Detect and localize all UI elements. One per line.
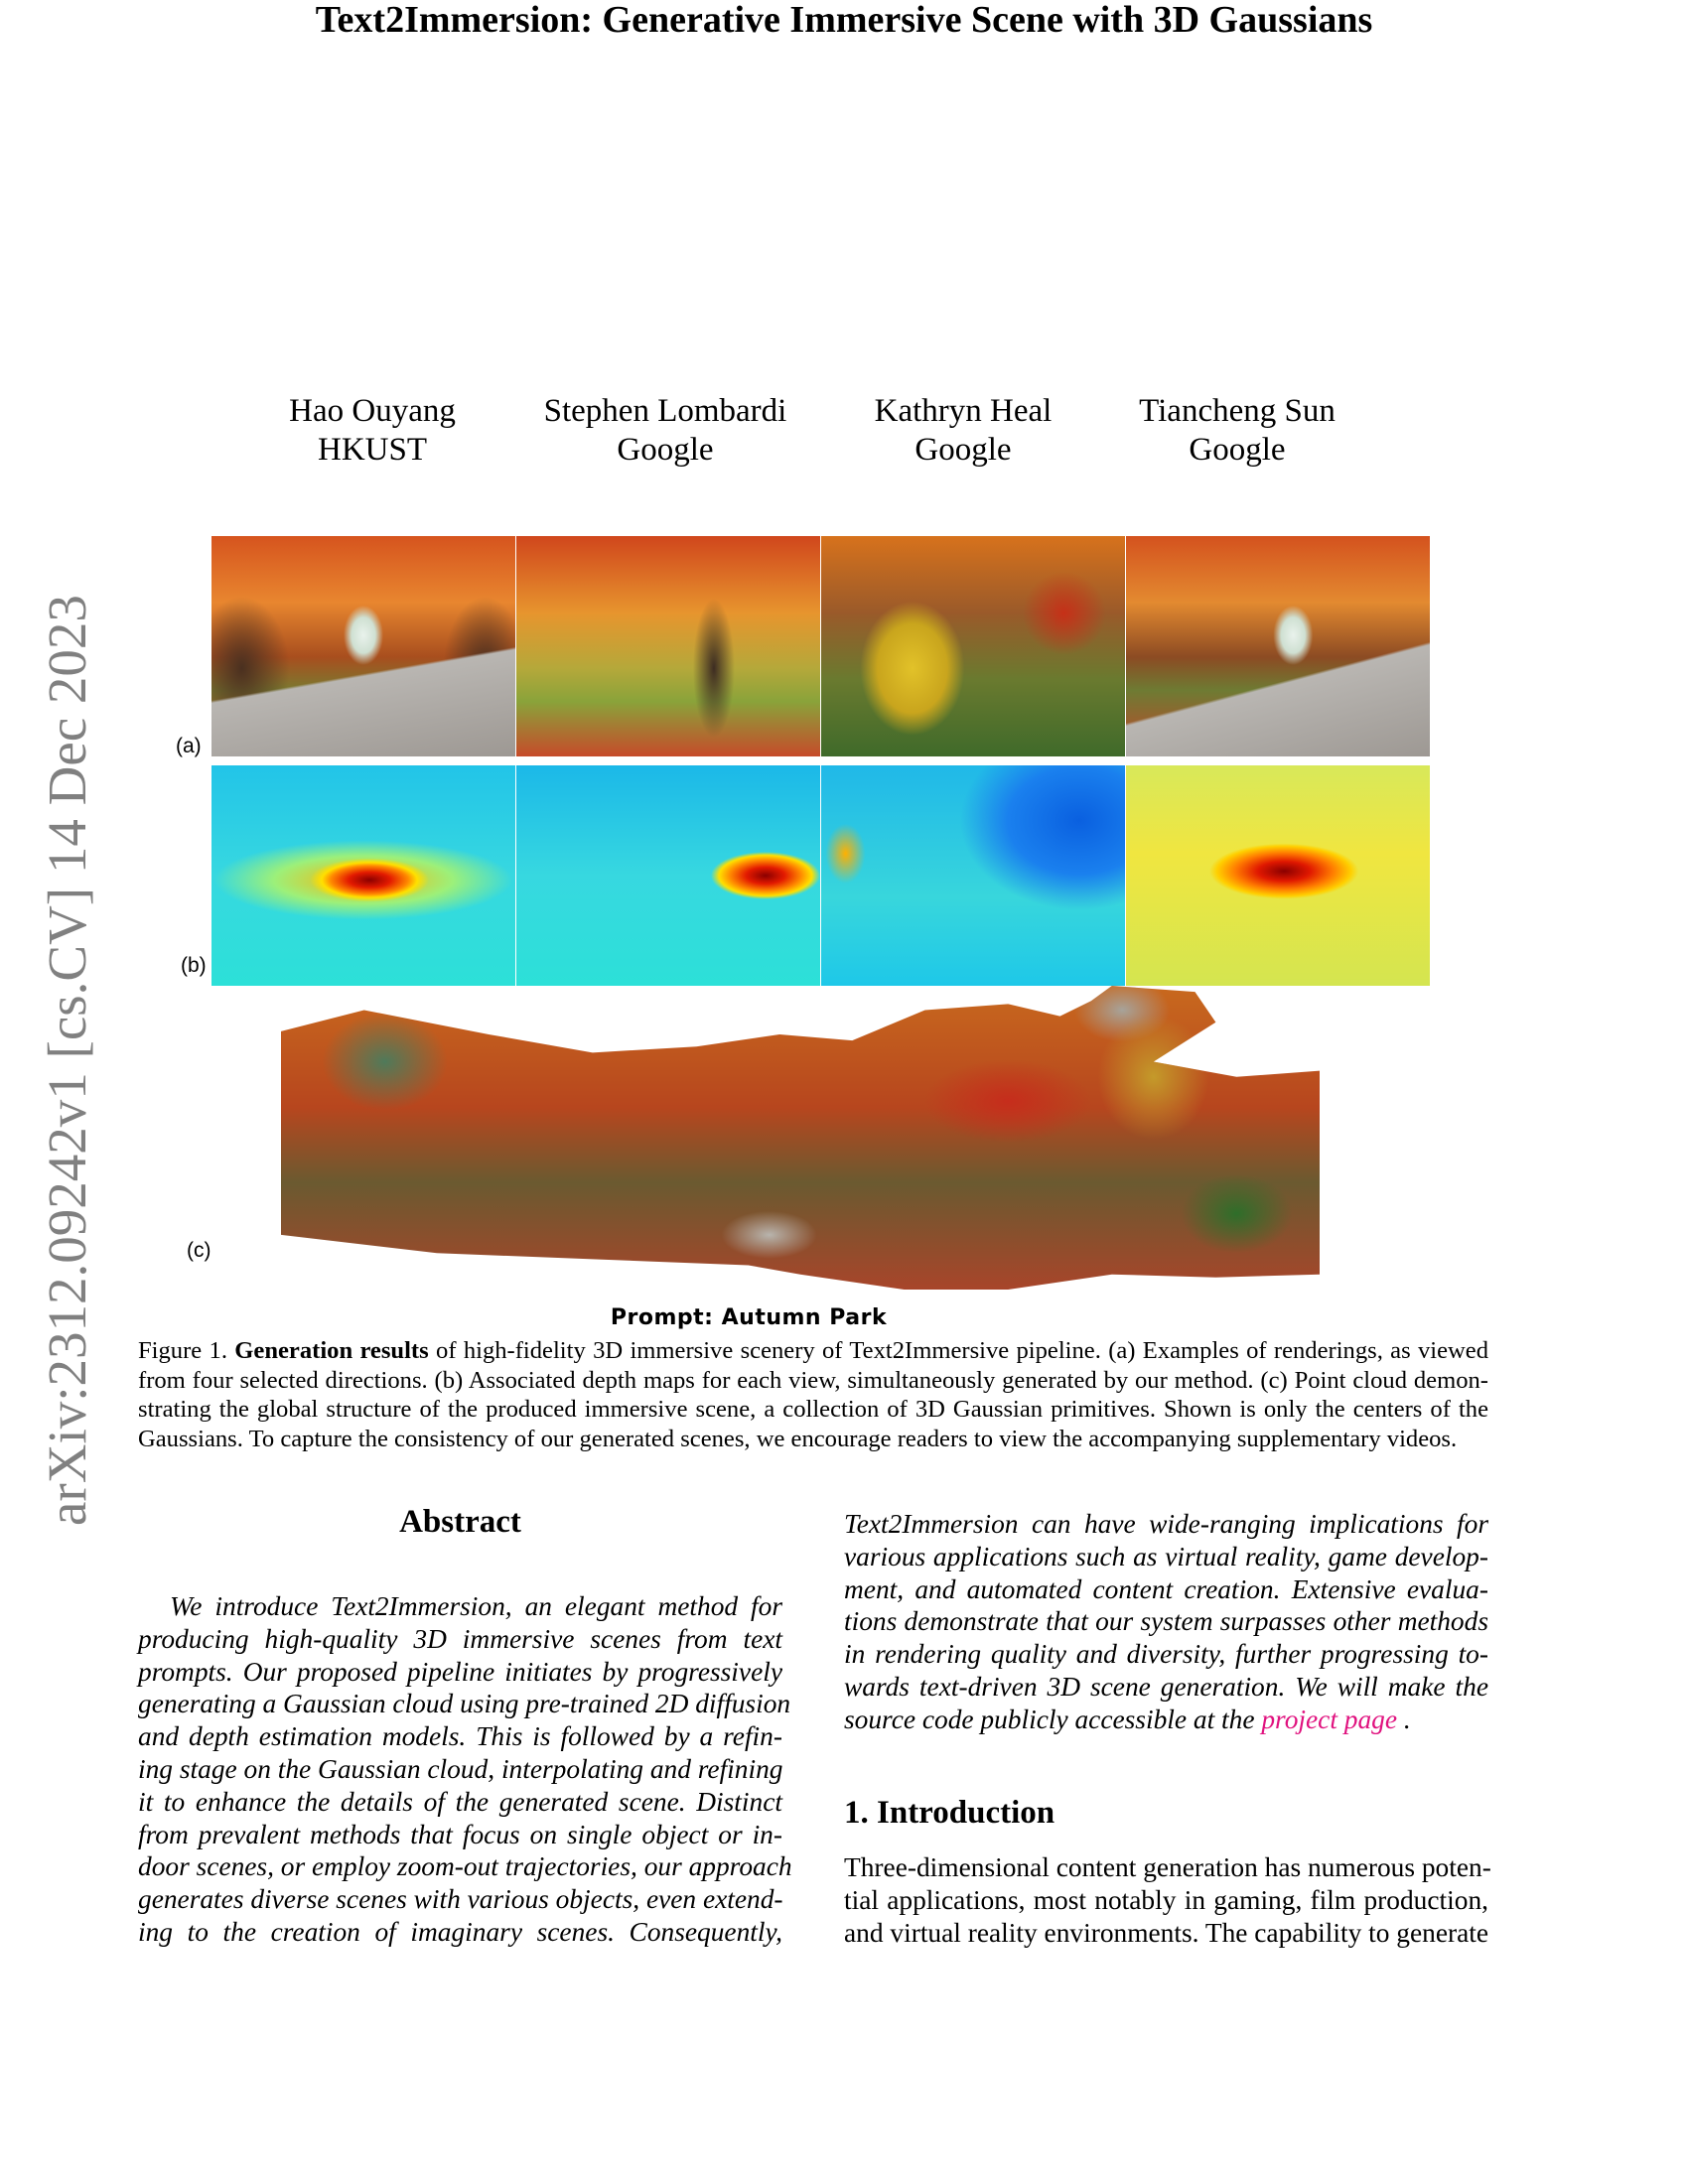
abstract-line bbox=[844, 1704, 1488, 1736]
author-block bbox=[506, 392, 824, 470]
introduction-heading: 1. Introduction bbox=[844, 1795, 1055, 1831]
abstract-line: wards text-driven 3D scene generation. We will make the bbox=[844, 1671, 1488, 1702]
author-name: Kathryn Heal bbox=[874, 393, 1053, 429]
caption-text: of high-fidelity 3D immersive scenery of Text2Immersive pipeline. (a) Examples of renderings, as viewed bbox=[428, 1337, 1488, 1364]
label-b: (b) bbox=[181, 954, 207, 977]
author-affiliation: Google bbox=[1189, 432, 1286, 468]
rendering-view-4 bbox=[1126, 536, 1430, 756]
author-block bbox=[213, 392, 531, 470]
paper-title: Text2Immersion: Generative Immersive Scene with 3D Gaussians bbox=[315, 0, 1373, 41]
abstract-line: and depth estimation models. This is followed by a refin- bbox=[138, 1721, 782, 1752]
abstract-line: ing stage on the Gaussian cloud, interpolating and refining bbox=[138, 1753, 783, 1784]
abstract-line: various applications such as virtual reality, game develop- bbox=[844, 1541, 1488, 1571]
rendering-view-1 bbox=[211, 536, 515, 756]
label-a: (a) bbox=[176, 735, 202, 757]
author-affiliation: Google bbox=[617, 432, 714, 468]
abstract-heading: Abstract bbox=[399, 1504, 521, 1540]
abstract-line: ment, and automated content creation. Extensive evalua- bbox=[844, 1573, 1488, 1604]
abstract-line: it to enhance the details of the generated scene. Distinct bbox=[138, 1786, 782, 1817]
abstract-right-column bbox=[844, 1508, 1488, 1736]
project-page-link[interactable]: project page bbox=[1261, 1704, 1398, 1734]
depth-map-2 bbox=[516, 765, 820, 986]
abstract-line: tions demonstrate that our system surpasses other methods bbox=[844, 1606, 1488, 1637]
depth-map-3 bbox=[821, 765, 1125, 986]
depth-map-1 bbox=[211, 765, 515, 986]
abstract-line: in rendering quality and diversity, further progressing to- bbox=[844, 1639, 1488, 1670]
caption-prefix: Figure 1. bbox=[138, 1337, 235, 1364]
author-affiliation: Google bbox=[914, 432, 1012, 468]
author-name: Hao Ouyang bbox=[289, 393, 456, 429]
introduction-line: Three-dimensional content generation has numerous poten- bbox=[844, 1852, 1491, 1882]
abstract-line: from prevalent methods that focus on single object or in- bbox=[138, 1819, 782, 1849]
rendering-view-2 bbox=[516, 536, 820, 756]
caption-line: from four selected directions. (b) Associated depth maps for each view, simultaneously generated by our method. (c) Point cloud demon- bbox=[138, 1366, 1488, 1394]
caption-line: strating the global structure of the produced immersive scene, a collection of 3D Gaussian primitives. Shown is only the centers of the bbox=[138, 1396, 1488, 1424]
abstract-text: . bbox=[1397, 1704, 1411, 1734]
caption-bold: Generation results bbox=[234, 1337, 429, 1364]
introduction-text bbox=[844, 1851, 1491, 1949]
author-name: Tiancheng Sun bbox=[1139, 393, 1336, 429]
figure-caption bbox=[138, 1336, 1488, 1454]
abstract-left-column bbox=[138, 1590, 792, 1949]
introduction-line: tial applications, most notably in gaming, film production, bbox=[844, 1884, 1488, 1915]
caption-line: Gaussians. To capture the consistency of our generated scenes, we encourage readers to view the accompanying supplementary videos. bbox=[138, 1426, 1458, 1453]
caption-line bbox=[138, 1336, 1488, 1366]
depth-map-4 bbox=[1126, 765, 1430, 986]
arxiv-identifier: arXiv:2312.09242v1 [cs.CV] 14 Dec 2023 bbox=[37, 595, 97, 1526]
abstract-line: generates diverse scenes with various objects, even extend- bbox=[138, 1884, 783, 1915]
abstract-line: generating a Gaussian cloud using pre-trained 2D diffusion bbox=[138, 1689, 791, 1719]
abstract-line: ing to the creation of imaginary scenes. Consequently, bbox=[138, 1916, 782, 1947]
abstract-line: Text2Immersion can have wide-ranging implications for bbox=[844, 1509, 1488, 1539]
figure-prompt: Prompt: Autumn Park bbox=[610, 1305, 888, 1330]
author-block bbox=[1078, 392, 1396, 470]
label-c: (c) bbox=[187, 1239, 211, 1262]
abstract-line: producing high-quality 3D immersive scenes from text bbox=[138, 1623, 782, 1654]
abstract-text: source code publicly accessible at the bbox=[844, 1704, 1262, 1734]
author-affiliation: HKUST bbox=[317, 432, 427, 468]
introduction-line: and virtual reality environments. The capability to generate bbox=[844, 1917, 1489, 1948]
author-block bbox=[804, 392, 1122, 470]
abstract-line: prompts. Our proposed pipeline initiates by progressively bbox=[138, 1656, 782, 1687]
rendering-view-3 bbox=[821, 536, 1125, 756]
abstract-line: We introduce Text2Immersion, an elegant method for bbox=[170, 1591, 782, 1621]
point-cloud-image bbox=[281, 986, 1320, 1290]
author-name: Stephen Lombardi bbox=[543, 393, 787, 429]
abstract-line: door scenes, or employ zoom-out trajectories, our approach bbox=[138, 1851, 792, 1882]
